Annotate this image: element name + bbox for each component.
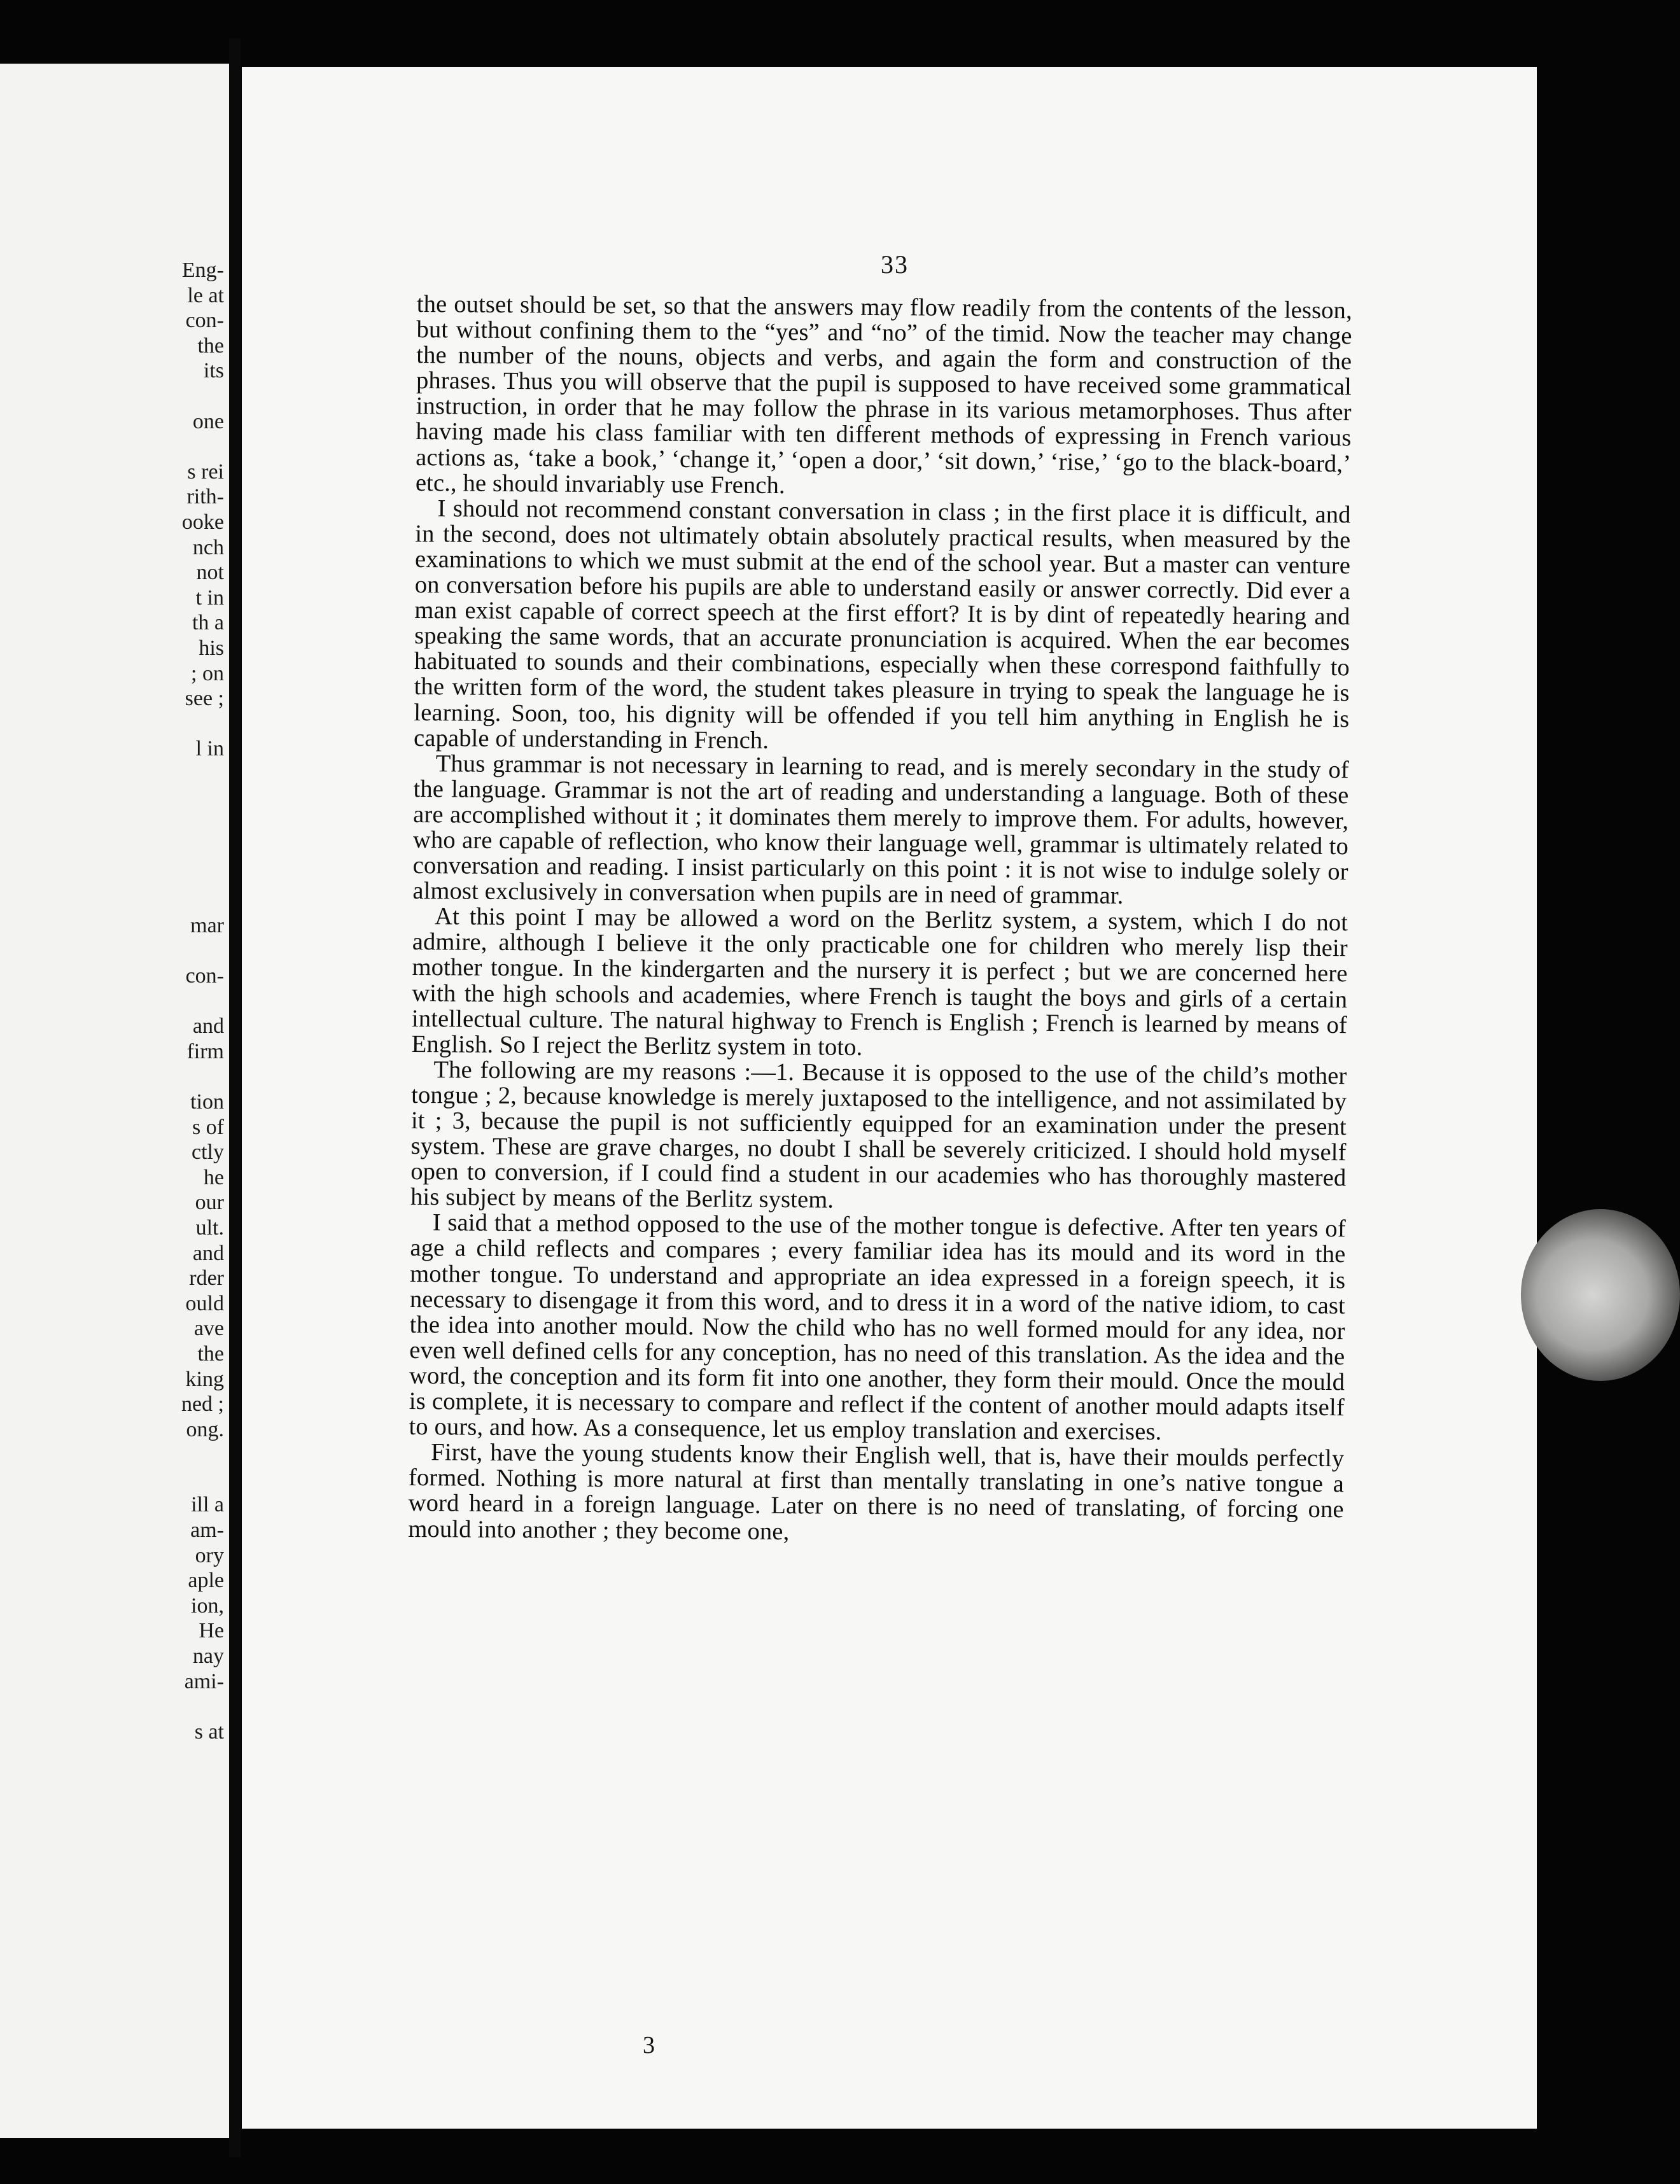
- facing-page-fragment: [0, 434, 229, 459]
- facing-page-fragment: ult.: [195, 1216, 224, 1240]
- facing-page-fragment: tion: [190, 1090, 224, 1114]
- facing-page-fragment: king: [185, 1367, 224, 1391]
- facing-page-fragment: see ;: [185, 687, 224, 711]
- facing-page-fragment: [0, 938, 229, 963]
- paragraph: the outset should be set, so that the answers may flow readily from the contents of the lesson, but without confining them to the “yes” and “no” of the timid. Now the teacher may change the number of the nouns, objects and verbs, and again the form and construction of the phrases. Thus you will observe that the pupil is supposed to have received some grammatical instruction, in order that he may follow the phrase in its various metamorphoses. Thus after having made his class familiar with ten different methods of expressing in French various actions as, ‘take a book,’ ‘change it,’ ‘open a door,’ ‘sit down,’ ‘rise,’ ‘go to the black-board,’ etc., he should invariably use French.: [415, 291, 1352, 499]
- facing-page-fragment: am-: [190, 1518, 224, 1542]
- facing-page-fragment: ion,: [191, 1593, 224, 1618]
- facing-page-fragment: rder: [189, 1266, 224, 1291]
- facing-page-fragment: he: [203, 1165, 224, 1189]
- facing-page-fragment: [0, 1694, 229, 1719]
- paragraph: The following are my reasons :—1. Because it is opposed to the use of the child’s mother tongue ; 2, because knowledge is merely juxtaposed to the intelligence, and not assimilated by it ; 3, because the pupil is not sufficiently equipped for an examination under the present system. These are grave charges, no doubt I shall be severely criticized. I should hold myself open to conversion, if I could find a student in our academies who has thoroughly mastered his subject by means of the Berlitz system.: [410, 1056, 1347, 1214]
- signature-mark: 3: [643, 2032, 655, 2059]
- page-body: [408, 291, 1352, 1548]
- facing-page-fragment: He: [199, 1619, 224, 1643]
- facing-page-fragment: aple: [188, 1569, 224, 1593]
- paragraph: First, have the young students know their English well, that is, have their moulds perfectly formed. Nothing is more natural at first than mentally translating in one’s native tongue a word heard in a foreign language. Later on there is no need of translating, of forcing one mould into another ; they become one,: [408, 1439, 1345, 1545]
- facing-page-fragment: rith-: [186, 485, 224, 509]
- facing-page-fragment: l in: [195, 737, 224, 761]
- facing-page-fragment: ctly: [192, 1140, 224, 1165]
- facing-page-fragment: its: [203, 359, 224, 383]
- facing-page-fragment: and: [192, 1241, 224, 1265]
- paragraph: At this point I may be allowed a word on the Berlitz system, a system, which I do not admire, although I believe it the only practicable one for children who merely lisp their mother tongue. In the kindergarten and the nursery it is perfect ; but we are concerned here with the high schools and academies, where French is taught the boys and girls of a certain intellectual culture. The natural highway to French is English ; French is learned by means of English. So I reject the Berlitz system in toto.: [411, 903, 1348, 1061]
- facing-page-fragment: nch: [192, 535, 224, 559]
- facing-page-fragment: s at: [194, 1719, 224, 1744]
- facing-page-fragment: ooke: [181, 510, 224, 534]
- facing-page-fragment: his: [199, 636, 224, 660]
- paragraph: Thus grammar is not necessary in learning to read, and is merely secondary in the study of the language. Grammar is not the art of reading and understanding a language. Both of these are accomplished without it ; it dominates them merely to improve them. For adults, however, who are capable of reflection, who know their language well, grammar is ultimately related to conversation and reading. I insist particularly on this point : it is not wise to indulge solely or almost exclusively in conversation when pupils are in need of grammar.: [412, 750, 1349, 909]
- facing-page-fragment: [0, 384, 229, 409]
- paragraph: I should not recommend constant conversation in class ; in the first place it is difficult, and in the second, does not ultimately obtain absolutely practical results, when measured by the examinations to which we must submit at the end of the school year. But a master can venture on conversation before his pupils are able to understand easily or answer correctly. Did ever a man exist capable of correct speech at the first effort? It is by dint of repeatedly hearing and speaking the same words, that an accurate pronunciation is acquired. When the ear becomes habituated to sounds and their combinations, especially when these correspond faithfully to the written form of the word, the student takes pleasure in trying to speak the language he is learning. Soon, too, his dignity will be offended if you tell him anything in English he is capable of understanding in French.: [413, 494, 1351, 754]
- facing-page-fragment: Eng-: [181, 258, 224, 282]
- facing-page-fragment: le at: [187, 283, 224, 307]
- facing-page-fragment: con-: [185, 964, 224, 988]
- facing-page-fragment: [0, 1064, 229, 1089]
- facing-page-fragment: firm: [186, 1039, 224, 1063]
- facing-page-fragment: our: [195, 1191, 224, 1215]
- facing-page-fragment: th a: [192, 611, 224, 635]
- facing-page-fragment: nay: [192, 1644, 224, 1668]
- facing-page-fragment: ould: [185, 1291, 224, 1315]
- facing-page-fragment: the: [197, 1341, 224, 1366]
- facing-page-fragment: ong.: [186, 1417, 224, 1441]
- facing-page-fragment: and: [192, 1014, 224, 1039]
- facing-page-fragment: [0, 711, 229, 737]
- facing-page-fragment: t in: [195, 585, 224, 610]
- facing-page-fragment: [0, 989, 229, 1014]
- paragraph: I said that a method opposed to the use of the mother tongue is defective. After ten years of age a child reflects and compares ; every familiar idea has its mould and its word in the mother tongue. To understand and appropriate an idea expressed in a foreign speech, it is necessary to disengage it from this word, and to dress it in a word of the native idiom, to cast the idea into another mould. Now the child who has no well formed mould for any idea, nor even well defined cells for any conception, has no need of this translation. As the idea and the word, the conception and its form fit into one another, they form their mould. Once the mould is complete, it is necessary to compare and reflect if the content of another mould adapts itself to ours, and how. As a consequence, let us employ translation and exercises.: [409, 1209, 1346, 1446]
- scan-blot: [1521, 1209, 1680, 1381]
- facing-page-fragment: ory: [195, 1543, 224, 1567]
- book-gutter: [229, 38, 241, 2157]
- facing-page-fragment: one: [192, 409, 224, 433]
- facing-page-fragment: the: [197, 333, 224, 358]
- page-number: 33: [881, 250, 909, 279]
- facing-page-fragment: ned ;: [181, 1392, 224, 1417]
- facing-page-fragment: s of: [192, 1115, 224, 1139]
- facing-page-fragment: ave: [193, 1317, 224, 1341]
- facing-page-text: [0, 258, 229, 1744]
- facing-page-fragment: ; on: [191, 661, 224, 685]
- facing-page-fragment: ill a: [191, 1493, 224, 1517]
- facing-page-fragment: s rei: [187, 459, 224, 484]
- facing-page-fragment: mar: [190, 913, 224, 937]
- facing-page-fragment: con-: [185, 309, 224, 333]
- facing-page-fragment: ami-: [184, 1669, 224, 1693]
- facing-page-fragment: not: [196, 561, 224, 585]
